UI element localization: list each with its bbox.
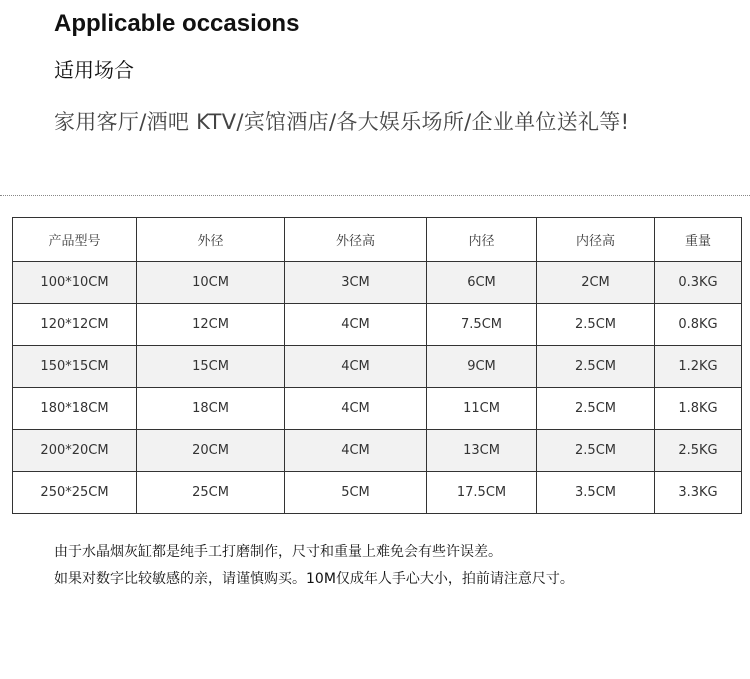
cell-outer-height: 5CM [285,472,427,514]
cell-outer-diameter: 12CM [137,304,285,346]
dotted-divider [0,195,750,196]
cell-outer-diameter: 10CM [137,262,285,304]
cell-inner-height: 3.5CM [537,472,655,514]
cell-weight: 3.3KG [655,472,742,514]
header-inner-height: 内径高 [537,218,655,262]
section-title-chinese: 适用场合 [54,58,134,82]
header-model: 产品型号 [13,218,137,262]
cell-inner-height: 2CM [537,262,655,304]
cell-inner-height: 2.5CM [537,346,655,388]
disclaimer-note-2: 如果对数字比较敏感的亲，请谨慎购买。10M仅成年人手心大小，拍前请注意尺寸。 [54,571,574,587]
cell-inner-height: 2.5CM [537,388,655,430]
cell-inner-diameter: 11CM [427,388,537,430]
cell-model: 120*12CM [13,304,137,346]
table-row [13,346,742,388]
cell-inner-height: 2.5CM [537,304,655,346]
cell-inner-diameter: 17.5CM [427,472,537,514]
cell-outer-height: 4CM [285,304,427,346]
header-weight: 重量 [655,218,742,262]
cell-weight: 2.5KG [655,430,742,472]
cell-outer-height: 4CM [285,388,427,430]
cell-model: 200*20CM [13,430,137,472]
cell-weight: 0.3KG [655,262,742,304]
spec-table [12,217,742,514]
cell-outer-diameter: 18CM [137,388,285,430]
cell-model: 150*15CM [13,346,137,388]
cell-outer-diameter: 20CM [137,430,285,472]
cell-inner-diameter: 9CM [427,346,537,388]
cell-outer-diameter: 25CM [137,472,285,514]
header-outer-height: 外径高 [285,218,427,262]
section-title-english: Applicable occasions [54,10,300,37]
table-header-row [13,218,742,262]
cell-outer-height: 4CM [285,430,427,472]
cell-inner-diameter: 6CM [427,262,537,304]
occasions-text: 家用客厅/酒吧 KTV/宾馆酒店/各大娱乐场所/企业单位送礼等! [54,110,630,134]
cell-model: 250*25CM [13,472,137,514]
header-outer-diameter: 外径 [137,218,285,262]
cell-inner-height: 2.5CM [537,430,655,472]
table-row [13,430,742,472]
cell-weight: 1.8KG [655,388,742,430]
table-row [13,472,742,514]
cell-inner-diameter: 7.5CM [427,304,537,346]
table-row [13,262,742,304]
table-row [13,304,742,346]
header-inner-diameter: 内径 [427,218,537,262]
cell-outer-diameter: 15CM [137,346,285,388]
cell-inner-diameter: 13CM [427,430,537,472]
cell-weight: 1.2KG [655,346,742,388]
cell-outer-height: 4CM [285,346,427,388]
table-row [13,388,742,430]
cell-model: 180*18CM [13,388,137,430]
cell-outer-height: 3CM [285,262,427,304]
cell-model: 100*10CM [13,262,137,304]
cell-weight: 0.8KG [655,304,742,346]
disclaimer-note-1: 由于水晶烟灰缸都是纯手工打磨制作，尺寸和重量上难免会有些许误差。 [54,544,502,560]
